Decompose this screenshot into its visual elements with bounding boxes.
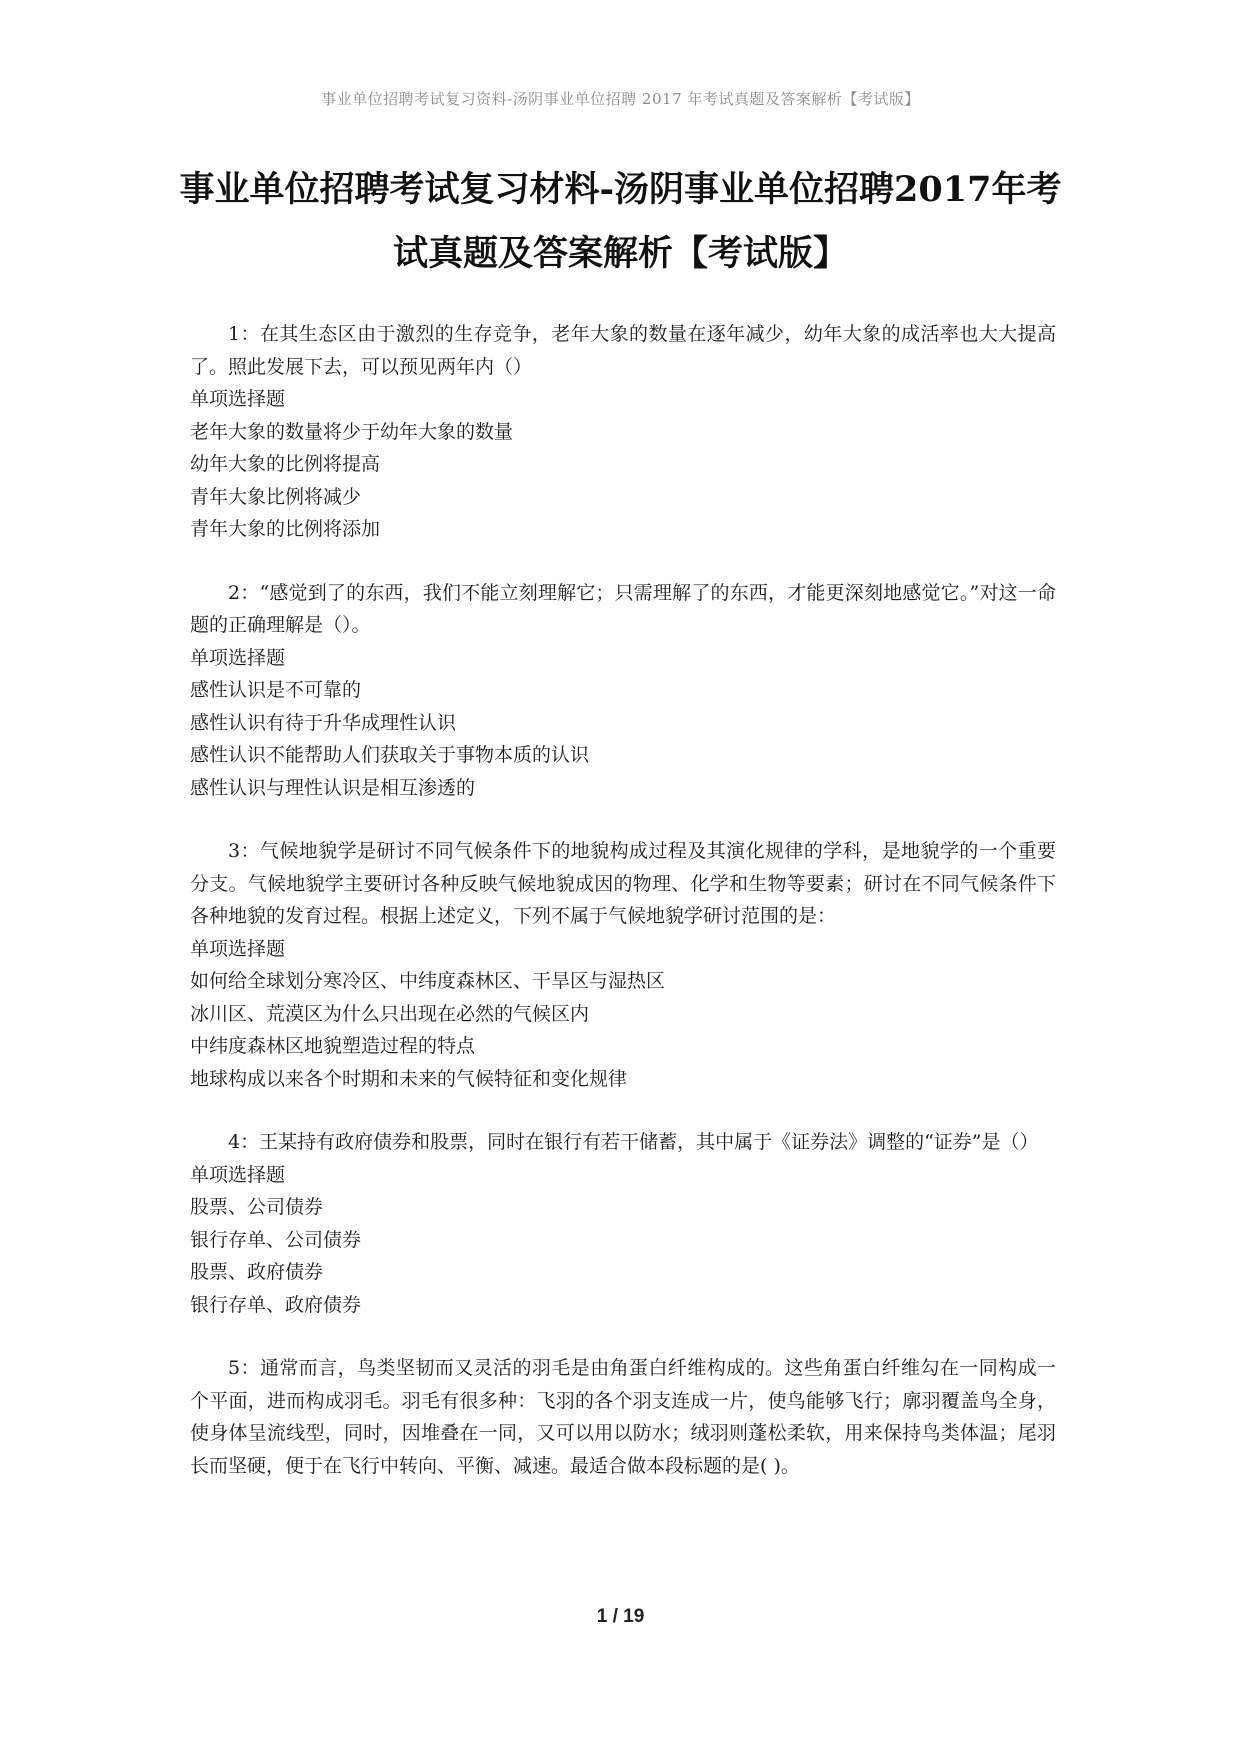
option-c: 中纬度森林区地貌塑造过程的特点 <box>190 1035 476 1057</box>
question-stem: 3：气候地貌学是研讨不同气候条件下的地貌构成过程及其演化规律的学科，是地貌学的一个重要分支。气候地貌学主要研讨各种反映气候地貌成因的物理、化学和生物等要素；研讨在不同气候条件下各种地貌的发育过程。根据上述定义，下列不属于气候地貌学研讨范围的是： <box>190 840 1056 927</box>
page-number: 1 / 19 <box>596 1606 645 1627</box>
question-stem: 5：通常而言，鸟类坚韧而又灵活的羽毛是由角蛋白纤维构成的。这些角蛋白纤维勾在一同构成一个平面，进而构成羽毛。羽毛有很多种：飞羽的各个羽支连成一片，使鸟能够飞行；廓羽覆盖鸟全身，使身体呈流线型，同时，因堆叠在一同，又可以用以防水；绒羽则蓬松柔软，用来保持鸟类体温；尾羽长而坚硬，便于在飞行中转向、平衡、减速。最适合做本段标题的是( )。 <box>190 1357 1056 1477</box>
option-c: 股票、政府债券 <box>190 1261 324 1283</box>
option-d: 地球构成以来各个时期和未来的气候特征和变化规律 <box>190 1067 628 1090</box>
option-b: 幼年大象的比例将提高 <box>190 453 381 475</box>
question-3 <box>190 835 1056 1095</box>
question-list <box>190 318 1056 1513</box>
question-type: 单项选择题 <box>190 646 286 669</box>
question-stem: 1：在其生态区由于激烈的生存竞争，老年大象的数量在逐年减少，幼年大象的成活率也大大提高了。照此发展下去，可以预见两年内（） <box>190 323 1056 378</box>
option-d: 青年大象的比例将添加 <box>190 518 381 540</box>
question-1 <box>190 318 1056 546</box>
question-2 <box>190 577 1056 805</box>
document-title-line-2: 试真题及答案解析【考试版】 <box>392 233 848 274</box>
question-5 <box>190 1352 1056 1482</box>
option-a: 老年大象的数量将少于幼年大象的数量 <box>190 420 514 443</box>
document-title <box>150 158 1091 286</box>
option-b: 冰川区、荒漠区为什么只出现在必然的气候区内 <box>190 1002 590 1025</box>
option-a: 股票、公司债券 <box>190 1196 324 1218</box>
option-a: 如何给全球划分寒冷区、中纬度森林区、干旱区与湿热区 <box>190 970 666 992</box>
question-stem: 4：王某持有政府债券和股票，同时在银行有若干储蓄，其中属于《证券法》调整的“证券”是（） <box>228 1131 1039 1153</box>
option-d: 银行存单、政府债券 <box>190 1293 362 1316</box>
question-stem: 2：“感觉到了的东西，我们不能立刻理解它；只需理解了的东西，才能更深刻地感觉它。”对这一命题的正确理解是（）。 <box>190 581 1056 636</box>
document-title-line-1: 事业单位招聘考试复习材料-汤阴事业单位招聘2017年考 <box>179 169 1062 210</box>
option-b: 感性认识有待于升华成理性认识 <box>190 711 457 734</box>
option-b: 银行存单、公司债券 <box>190 1228 362 1251</box>
option-a: 感性认识是不可靠的 <box>190 679 362 701</box>
question-4 <box>190 1126 1056 1321</box>
option-c: 感性认识不能帮助人们获取关于事物本质的认识 <box>190 744 590 766</box>
running-header: 事业单位招聘考试复习资料-汤阴事业单位招聘 2017 年考试真题及答案解析【考试版】 <box>321 90 920 108</box>
option-c: 青年大象比例将减少 <box>190 485 362 508</box>
question-type: 单项选择题 <box>190 1163 286 1186</box>
question-type: 单项选择题 <box>190 937 286 960</box>
option-d: 感性认识与理性认识是相互渗透的 <box>190 776 476 799</box>
question-type: 单项选择题 <box>190 388 286 410</box>
